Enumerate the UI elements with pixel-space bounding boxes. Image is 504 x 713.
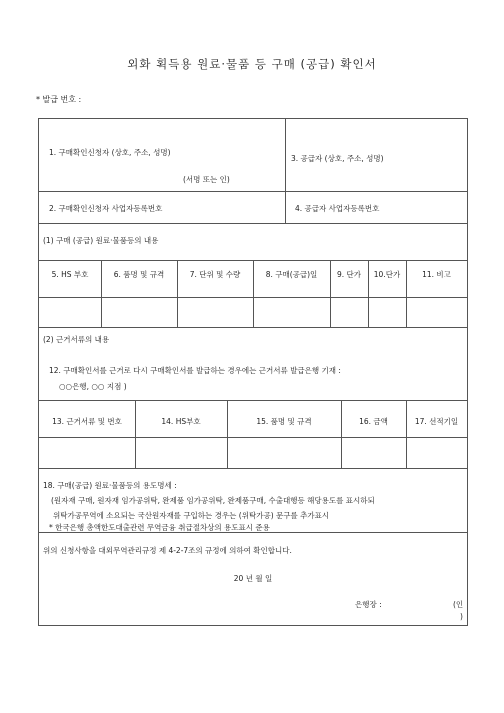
row-divider (39, 223, 467, 224)
goods-column-header: 8. 구매(공급)일 (265, 270, 318, 279)
goods-column-header: 10.단가 (373, 270, 401, 279)
buyer-registration-label: 2. 구매확인신청자 사업자등록번호 (49, 204, 163, 213)
confirm-date: 20 년 월 일 (233, 574, 273, 583)
goods-column-header: 6. 품명 및 규격 (113, 270, 165, 279)
usage-line3: 위탁가공무역에 소요되는 국산원자재를 구입하는 경우는 (위탁가공) 문구를 추가표시 (53, 511, 330, 520)
seal-mark-close: ) (460, 612, 463, 621)
seal-mark: (인 (453, 600, 464, 609)
column-divider (227, 400, 228, 468)
row-divider (39, 437, 467, 438)
signature-note: (서명 또는 인) (183, 175, 230, 184)
usage-line4: * 한국은행 총액한도대출관련 무역금융 취급절차상의 용도표시 준용 (49, 523, 270, 532)
column-divider (341, 400, 342, 468)
docs-note-line1: 12. 구매확인서를 근거로 다시 구매확인서를 발급하는 경우에는 근거서류 발급은행 기재 : (49, 366, 341, 375)
supplier-label: 3. 공급자 (상호, 주소, 성명) (291, 154, 384, 163)
goods-heading: (1) 구매 (공급) 원료·물품등의 내용 (43, 236, 159, 245)
docs-column-header: 13. 근거서류 및 번호 (52, 417, 122, 426)
column-divider (406, 400, 407, 468)
docs-column-header: 16. 금액 (359, 417, 388, 426)
docs-column-header: 17. 선적기일 (414, 417, 459, 426)
row-divider (39, 400, 467, 401)
goods-column-header: 7. 단위 및 수량 (189, 270, 241, 279)
row-divider (39, 327, 467, 328)
goods-column-header: 5. HS 부호 (51, 270, 89, 279)
docs-note-line2: ○○은행, ○○ 지점 ) (59, 382, 127, 391)
supplier-registration-label: 4. 공급자 사업자등록번호 (295, 204, 380, 213)
confirm-statement: 위의 신청사항을 대외무역관리규정 제 4-2-7조의 규정에 의하여 확인합니다. (43, 546, 292, 555)
docs-heading: (2) 근거서류의 내용 (43, 335, 110, 344)
document-title: 외화 획득용 원료·물품 등 구매 (공급) 확인서 (127, 57, 377, 71)
docs-column-header: 15. 품명 및 규격 (256, 417, 312, 426)
bank-manager-label: 은행장 : (355, 600, 382, 609)
buyer-label: 1. 구매확인신청자 (상호, 주소, 성명) (49, 148, 171, 157)
row-divider (39, 468, 467, 469)
goods-column-header: 9. 단가 (336, 270, 362, 279)
form-table (38, 118, 468, 626)
column-divider (285, 119, 286, 223)
usage-line2: (원자재 구매, 원자재 임가공위탁, 완제품 임가공위탁, 완제품구매, 수출대행등 해당용도를 표시하되 (51, 496, 375, 505)
row-divider (39, 191, 467, 192)
docs-column-header: 14. HS부호 (161, 417, 201, 426)
usage-line1: 18. 구매(공급) 원료·물품등의 용도명세 : (43, 481, 177, 490)
issue-number-label: * 발급 번호 : (36, 95, 82, 104)
column-divider (135, 400, 136, 468)
goods-column-header: 11. 비고 (422, 270, 451, 279)
